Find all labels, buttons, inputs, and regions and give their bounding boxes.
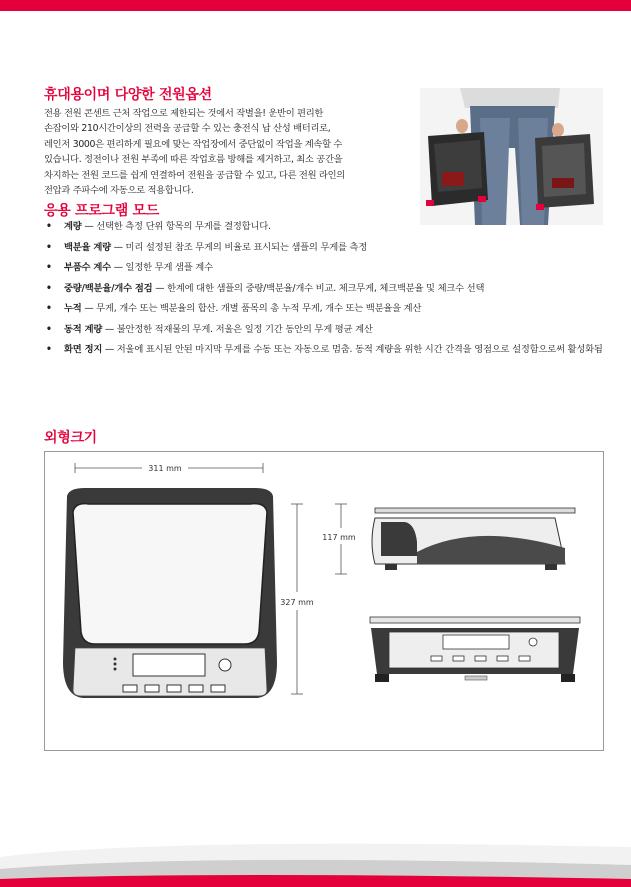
power-line: 있습니다. 정전이나 전원 부족에 따른 작업흐름 방해를 제거하고, 최소 공간을 [44, 154, 343, 166]
mode-term: 화면 정지 [64, 344, 103, 355]
bullet: • [46, 344, 52, 355]
application-modes-list [44, 220, 604, 364]
mode-term: 동적 계량 [64, 323, 103, 335]
dimensions-diagram-frame [44, 451, 604, 751]
scale-side-view [372, 508, 575, 570]
dimensions-diagram [45, 452, 603, 750]
width-label: 311 mm [148, 464, 182, 473]
mode-term: 중량/백분율/개수 점검 [64, 282, 153, 294]
mode-desc: — 불안정한 적재물의 무게. 저울은 일정 기간 동안의 무게 평균 계산 [102, 323, 373, 335]
scale-front-view [370, 617, 580, 682]
bullet: • [46, 241, 52, 253]
bullet: • [46, 221, 52, 232]
section-title-power: 휴대용이며 다양한 전원옵션 [44, 87, 212, 103]
mode-term: 누적 [64, 303, 82, 314]
bullet: • [46, 323, 52, 335]
power-line: 전압과 주파수에 자동으로 적용합니다. [44, 185, 194, 197]
mode-term: 백분율 계량 [64, 241, 111, 253]
power-line: 레인저 3000은 편리하게 필요에 맞는 작업장에서 중단없이 작업을 계속할 수 [44, 138, 343, 150]
depth-label: 327 mm [280, 598, 314, 607]
list-item [44, 343, 604, 358]
height-label: 117 mm [322, 533, 356, 542]
power-line: 손잡이와 210시간이상의 전력을 공급할 수 있는 충전식 납 산성 배터리로, [44, 123, 331, 135]
mode-term: 계량 [64, 221, 82, 232]
mode-desc: — 저울에 표시된 안된 마지막 무게를 수동 또는 자동으로 멈춤. 동적 계량을 위한 시간 간격을 영점으로 설정함으로써 활성화됨 [102, 344, 603, 355]
list-item [44, 241, 604, 256]
bullet: • [46, 282, 52, 294]
mode-desc: — 선택한 측정 단위 항목의 무게를 결정합니다. [81, 221, 271, 232]
mode-desc: — 무게, 개수 또는 백분율의 합산. 개별 품목의 총 누적 무게, 개수 또는 백분율을 계산 [81, 303, 422, 314]
mode-term: 부품수 계수 [64, 262, 111, 273]
power-line: 전용 전원 콘센트 근처 작업으로 제한되는 것에서 작별을! 운반이 편리한 [44, 108, 324, 119]
power-description [44, 106, 404, 198]
bullet: • [46, 262, 52, 273]
list-item [44, 261, 604, 276]
list-item [44, 302, 604, 317]
list-item [44, 323, 604, 338]
mode-desc: — 미리 설정된 참조 무게의 비율로 표시되는 샘플의 무게를 측정 [110, 241, 368, 253]
mode-desc: — 한계에 대한 샘플의 중량/백분율/개수 비교. 체크무게, 체크백분율 및 체크수 선택 [152, 282, 485, 294]
power-line: 차지하는 전원 코드를 쉽게 연결하여 전원을 공급할 수 있고, 다른 전원 라인의 [44, 169, 345, 181]
mode-desc: — 일정한 무게 샘플 계수 [110, 262, 213, 273]
bullet: • [46, 303, 52, 314]
section-title-dimensions: 외형크기 [44, 430, 97, 446]
section-title-modes: 응용 프로그램 모드 [44, 203, 159, 219]
carrying-scales-photo [420, 88, 603, 225]
scale-top-view [63, 488, 277, 698]
list-item [44, 220, 604, 235]
top-accent-bar [0, 0, 631, 11]
bottom-decoration [0, 817, 631, 887]
list-item [44, 282, 604, 297]
